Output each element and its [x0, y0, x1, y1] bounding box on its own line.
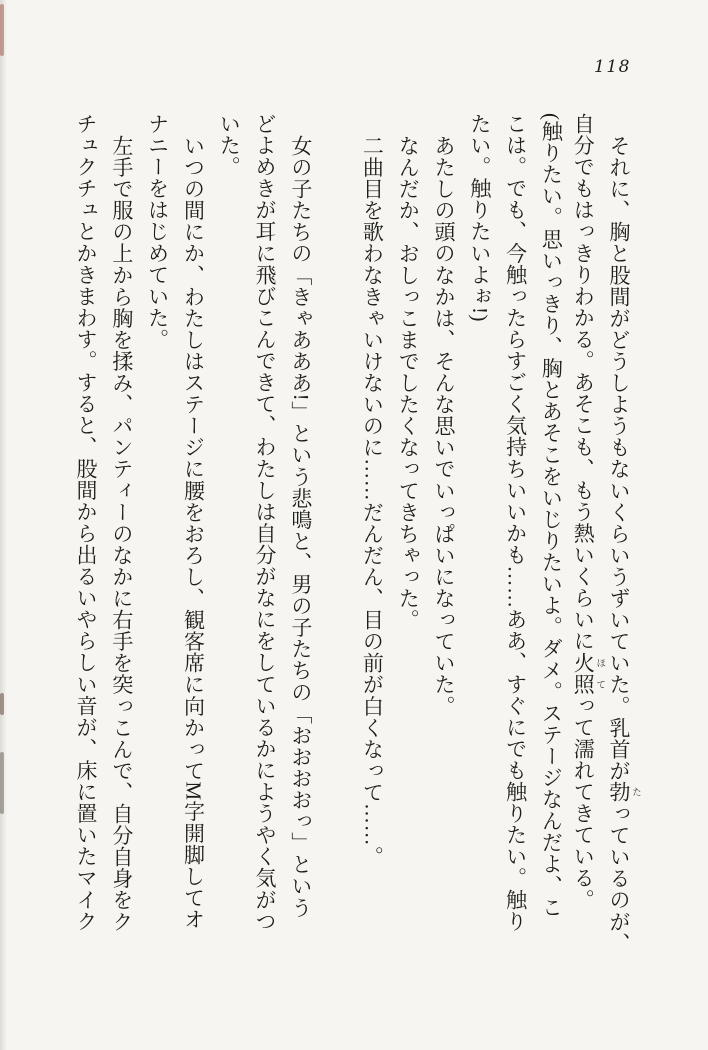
text-column: ナニーをはじめていた。 [145, 113, 170, 351]
text-column: なんだか、おしっこまでしたくなってきちゃった。 [396, 134, 421, 631]
text-column: それに、胸と股間がどうしようもないくらいうずいていた。乳首が勃 たっているのが、 [607, 134, 640, 954]
furigana-ruby: 勃 た [607, 781, 640, 803]
scan-smudge [0, 693, 4, 715]
scan-edge-artifact [0, 0, 7, 1050]
text-column: いつの間にか、わたしはステージに腰をおろし、観客席に向かってM字開脚してオ [181, 134, 206, 930]
text-column: (触りたい。思いっきり、胸とあそこをいじりたいよ。ダメ。ステージなんだよ、こ [539, 113, 564, 918]
text-column: 二曲目を歌わなきゃいけないのに……だんだん、目の前が白くなって……。 [360, 134, 385, 868]
scan-smudge [0, 752, 4, 814]
text-column: 女の子たちの「きゃあああ!」という悲鳴と、男の子たちの「おおおおっ」という [288, 134, 313, 918]
text-column: 自分でもはっきりわかる。あそこも、もう熱いくらいに火照 ほてって濡れてきている。 [571, 113, 605, 911]
blank-column [318, 113, 354, 951]
text-column: たい。触りたいよぉ!) [467, 113, 492, 323]
text-column: いた。 [217, 113, 242, 178]
text-column: こは。でも、今触ったらすごく気持ちいいかも……ああ、すぐにでも触りたい。触り [503, 113, 528, 932]
page-number: 118 [594, 57, 631, 77]
scan-smudge [0, 4, 4, 56]
text-block [67, 113, 640, 954]
furigana-ruby: 火照 ほて [571, 651, 605, 695]
text-column: あたしの頭のなかは、そんな思いでいっぱいになっていた。 [432, 134, 457, 717]
text-column: どよめきが耳に飛びこんできて、わたしは自分がなにをしているかにようやく気がつ [253, 113, 278, 932]
text-column: 左手で服の上から胸を揉み、パンティーのなかに右手を突っこんで、自分自身をク [109, 134, 134, 932]
text-column: チュクチュとかきまわす。すると、股間から出るいやらしい音が、床に置いたマイク [74, 113, 99, 932]
